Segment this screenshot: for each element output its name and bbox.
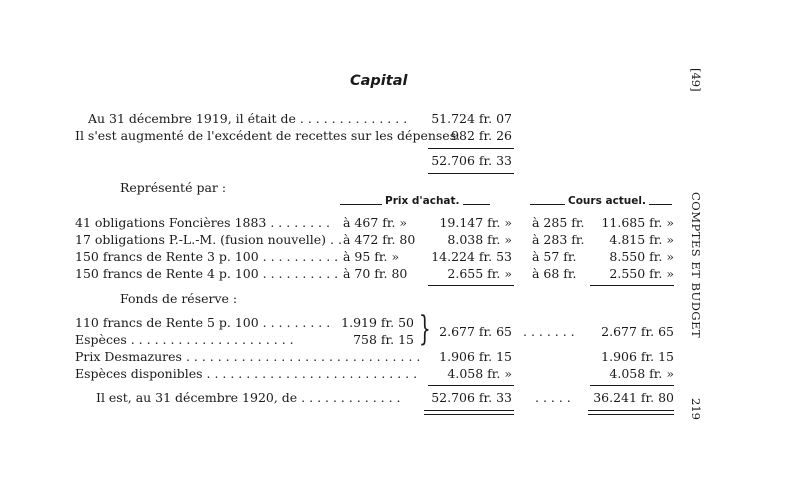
- holding-cours-4: 2.550 fr. »: [609, 266, 674, 281]
- holding-prix-4: 2.655 fr. »: [447, 266, 512, 281]
- holding-label-4: 150 francs de Rente 4 p. 100 . . . . . . . . . .: [75, 266, 339, 281]
- closing-prix: 52.706 fr. 33: [431, 390, 512, 405]
- holding-prix-3: 14.224 fr. 53: [431, 249, 512, 264]
- reserve-especes-label: Espèces . . . . . . . . . . . . . . . . . . . . .: [75, 332, 294, 347]
- reserve-dots: . . . . . . .: [523, 324, 575, 339]
- reserve-especes-amount: 758 fr. 15: [353, 332, 414, 347]
- holding-unit-2: à 472 fr. 80: [343, 232, 416, 247]
- holding-label-3: 150 francs de Rente 3 p. 100 . . . . . . . . . .: [75, 249, 339, 264]
- holding-prix-1: 19.147 fr. »: [439, 215, 512, 230]
- holding-cours-2: 4.815 fr. »: [609, 232, 674, 247]
- holding-cours-unit-3: à 57 fr.: [532, 249, 577, 264]
- reserve-combined-prix: 2.677 fr. 65: [439, 324, 512, 339]
- running-head: COMPTES ET BUDGET: [689, 192, 703, 339]
- holding-cours-1: 11.685 fr. »: [601, 215, 674, 230]
- others-prix-rule: [428, 385, 514, 386]
- other-label-1: Prix Desmazures . . . . . . . . . . . . . . . . . . . . . . . . . . . . . .: [75, 349, 421, 364]
- opening-total: 52.706 fr. 33: [431, 153, 512, 168]
- opening-label-2: Il s'est augmenté de l'excédent de recettes sur les dépenses.: [75, 128, 461, 143]
- holding-label-1: 41 obligations Foncières 1883 . . . . . . . .: [75, 215, 330, 230]
- other-cours-1: 1.906 fr. 15: [601, 349, 674, 364]
- closing-dots: . . . . .: [535, 390, 571, 405]
- reserve-brace: }: [418, 309, 431, 349]
- holding-cours-unit-4: à 68 fr.: [532, 266, 577, 281]
- fonds-label: Fonds de réserve :: [120, 291, 238, 306]
- opening-amount-1: 51.724 fr. 07: [431, 111, 512, 126]
- other-prix-1: 1.906 fr. 15: [439, 349, 512, 364]
- holding-cours-3: 8.550 fr. »: [609, 249, 674, 264]
- holding-label-2: 17 obligations P.-L.-M. (fusion nouvelle) . .: [75, 232, 342, 247]
- reserve-rente-amount: 1.919 fr. 50: [341, 315, 414, 330]
- closing-cours-rule-2: [588, 414, 674, 415]
- reserve-combined-cours: 2.677 fr. 65: [601, 324, 674, 339]
- page-title: Capital: [350, 73, 408, 89]
- opening-amount-2: 982 fr. 26: [451, 128, 512, 143]
- page-ref: [49]: [689, 68, 703, 92]
- opening-rule: [428, 148, 514, 149]
- closing-prix-rule-1: [424, 410, 514, 411]
- opening-total-rule: [428, 173, 514, 174]
- reserve-rente-label: 110 francs de Rente 5 p. 100 . . . . . . . . .: [75, 315, 331, 330]
- represente-par: Représenté par :: [120, 180, 227, 195]
- closing-cours: 36.241 fr. 80: [593, 390, 674, 405]
- other-prix-2: 4.058 fr. »: [447, 366, 512, 381]
- others-cours-rule: [590, 385, 674, 386]
- cours-header: Cours actuel.: [565, 195, 649, 207]
- prix-header: Prix d'achat.: [382, 195, 463, 207]
- opening-label-1: Au 31 décembre 1919, il était de . . . . . . . . . . . . . .: [88, 111, 408, 126]
- other-cours-2: 4.058 fr. »: [609, 366, 674, 381]
- closing-prix-rule-2: [424, 414, 514, 415]
- holding-unit-4: à 70 fr. 80: [343, 266, 408, 281]
- closing-label: Il est, au 31 décembre 1920, de . . . . . . . . . . . . .: [96, 390, 401, 405]
- holding-unit-3: à 95 fr. »: [343, 249, 400, 264]
- holding-cours-unit-2: à 283 fr.: [532, 232, 585, 247]
- closing-cours-rule-1: [588, 410, 674, 411]
- holdings-cours-rule: [590, 285, 674, 286]
- holding-cours-unit-1: à 285 fr.: [532, 215, 585, 230]
- holding-unit-1: à 467 fr. »: [343, 215, 408, 230]
- holding-prix-2: 8.038 fr. »: [447, 232, 512, 247]
- other-label-2: Espèces disponibles . . . . . . . . . . . . . . . . . . . . . . . . . . .: [75, 366, 418, 381]
- holdings-prix-rule: [428, 285, 514, 286]
- page-number: 219: [689, 398, 703, 420]
